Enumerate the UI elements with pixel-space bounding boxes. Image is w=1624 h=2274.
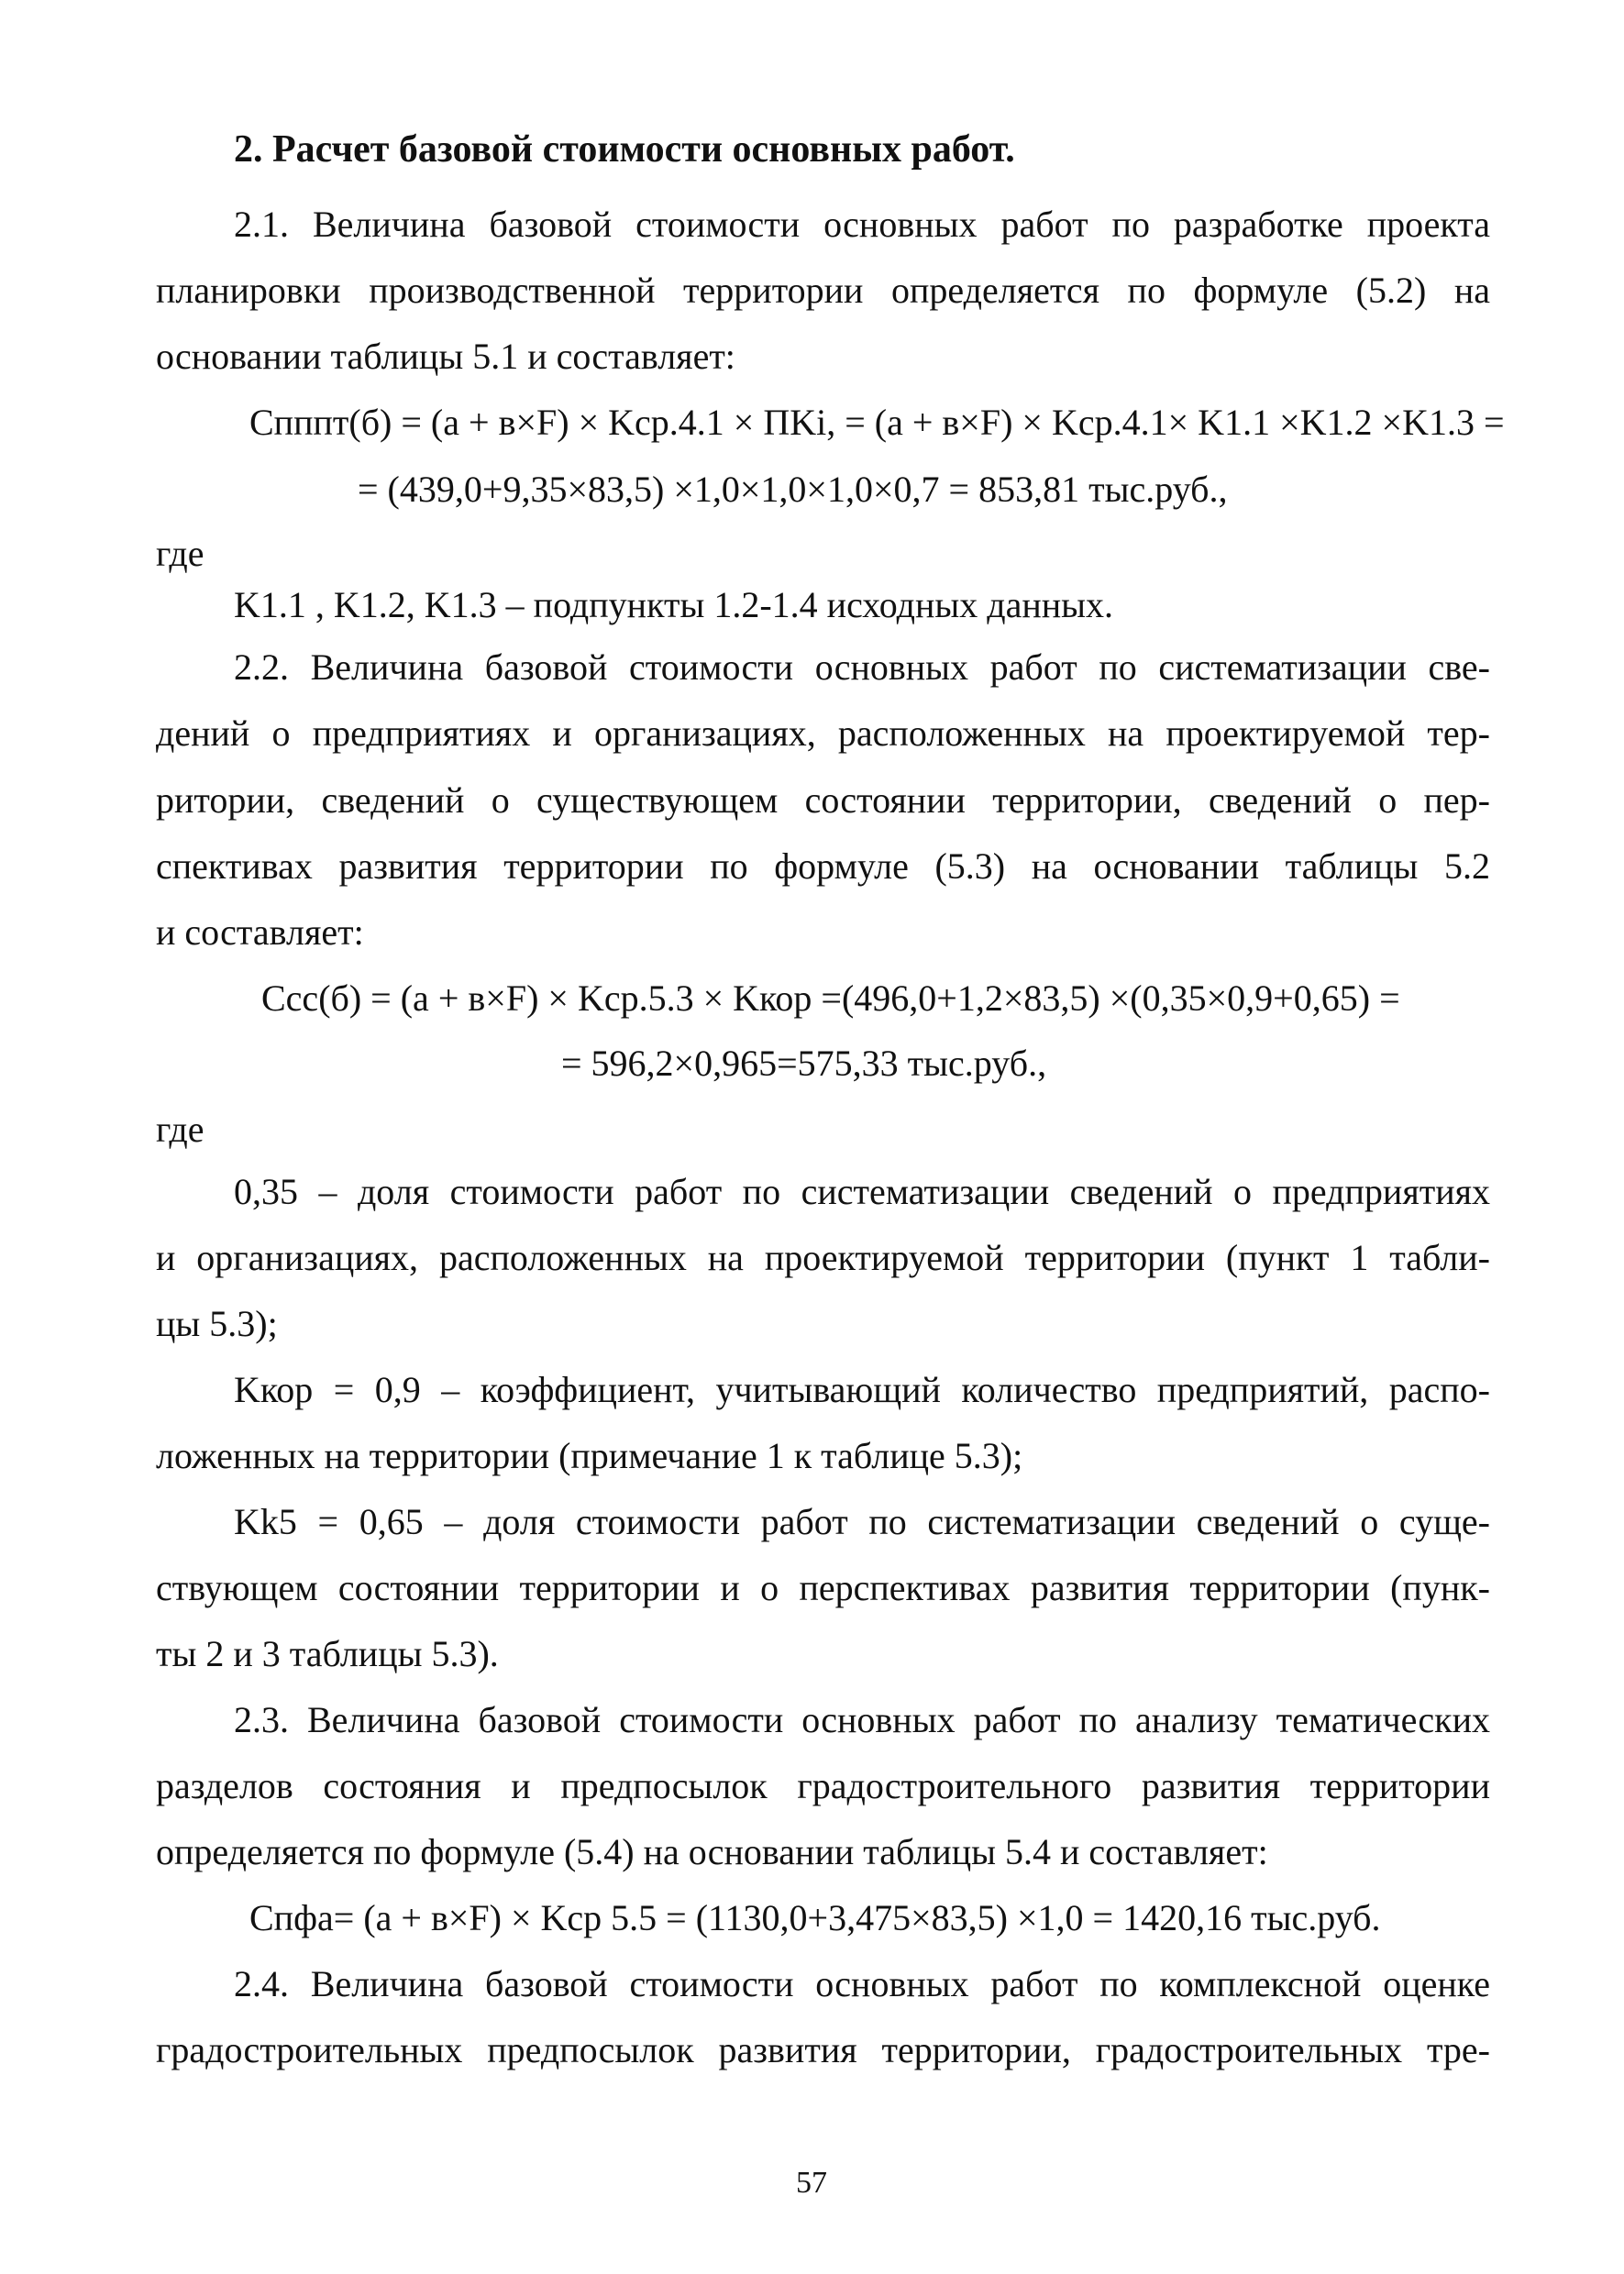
definition-line: ствующем состоянии территории и о перспективах развития территории (пунк- — [156, 1567, 1490, 1608]
formula-line: Cпфа= (a + в×F) × Kср 5.5 = (1130,0+3,475×83,5) ×1,0 = 1420,16 тыс.руб. — [249, 1897, 1381, 1938]
formula-line: Cпппт(б) = (a + в×F) × Kср.4.1 × ПKi, = (a + в×F) × Kср.4.1× K1.1 ×K1.2 ×K1.3 = — [249, 402, 1505, 443]
definition-line: и организациях, расположенных на проектируемой территории (пункт 1 табли- — [156, 1237, 1490, 1278]
definition-line: K1.1 , K1.2, K1.3 – подпункты 1.2-1.4 исходных данных. — [234, 584, 1114, 625]
definition-line: Kk5 = 0,65 – доля стоимости работ по систематизации сведений о суще- — [234, 1501, 1490, 1542]
paragraph-line: основании таблицы 5.1 и составляет: — [156, 336, 735, 377]
where-label: где — [156, 533, 204, 574]
paragraph-line: 2.2. Величина базовой стоимости основных работ по систематизации све- — [234, 646, 1490, 688]
paragraph-line: ритории, сведений о существующем состоянии территории, сведений о пер- — [156, 779, 1490, 821]
paragraph-line: разделов состояния и предпосылок градостроительного развития территории — [156, 1765, 1490, 1806]
paragraph-line: планировки производственной территории определяется по формуле (5.2) на — [156, 270, 1490, 311]
where-label: где — [156, 1109, 204, 1150]
section-title: 2. Расчет базовой стоимости основных работ. — [234, 128, 1015, 171]
paragraph-line: и составляет: — [156, 911, 364, 953]
paragraph-line: 2.1. Величина базовой стоимости основных работ по разработке проекта — [234, 204, 1490, 245]
formula-line: Cсс(б) = (a + в×F) × Kср.5.3 × Kкор =(496,0+1,2×83,5) ×(0,35×0,9+0,65) = — [261, 977, 1400, 1019]
paragraph-line: градостроительных предпосылок развития территории, градостроительных тре- — [156, 2029, 1490, 2070]
paragraph-line: 2.3. Величина базовой стоимости основных работ по анализу тематических — [234, 1699, 1490, 1740]
paragraph-line: дений о предприятиях и организациях, расположенных на проектируемой тер- — [156, 712, 1490, 754]
definition-line: цы 5.3); — [156, 1303, 278, 1344]
definition-line: ложенных на территории (примечание 1 к таблице 5.3); — [156, 1435, 1023, 1476]
paragraph-line: определяется по формуле (5.4) на основании таблицы 5.4 и составляет: — [156, 1831, 1268, 1872]
formula-line: = 596,2×0,965=575,33 тыс.руб., — [561, 1043, 1047, 1084]
formula-line: = (439,0+9,35×83,5) ×1,0×1,0×1,0×0,7 = 853,81 тыс.руб., — [358, 469, 1228, 510]
definition-line: 0,35 – доля стоимости работ по систематизации сведений о предприятиях — [234, 1171, 1490, 1212]
paragraph-line: 2.4. Величина базовой стоимости основных работ по комплексной оценке — [234, 1963, 1490, 2004]
definition-line: ты 2 и 3 таблицы 5.3). — [156, 1633, 499, 1674]
paragraph-line: спективах развития территории по формуле (5.3) на основании таблицы 5.2 — [156, 845, 1490, 887]
definition-line: Kкор = 0,9 – коэффициент, учитывающий количество предприятий, распо- — [234, 1369, 1490, 1410]
page-number: 57 — [796, 2166, 827, 2200]
